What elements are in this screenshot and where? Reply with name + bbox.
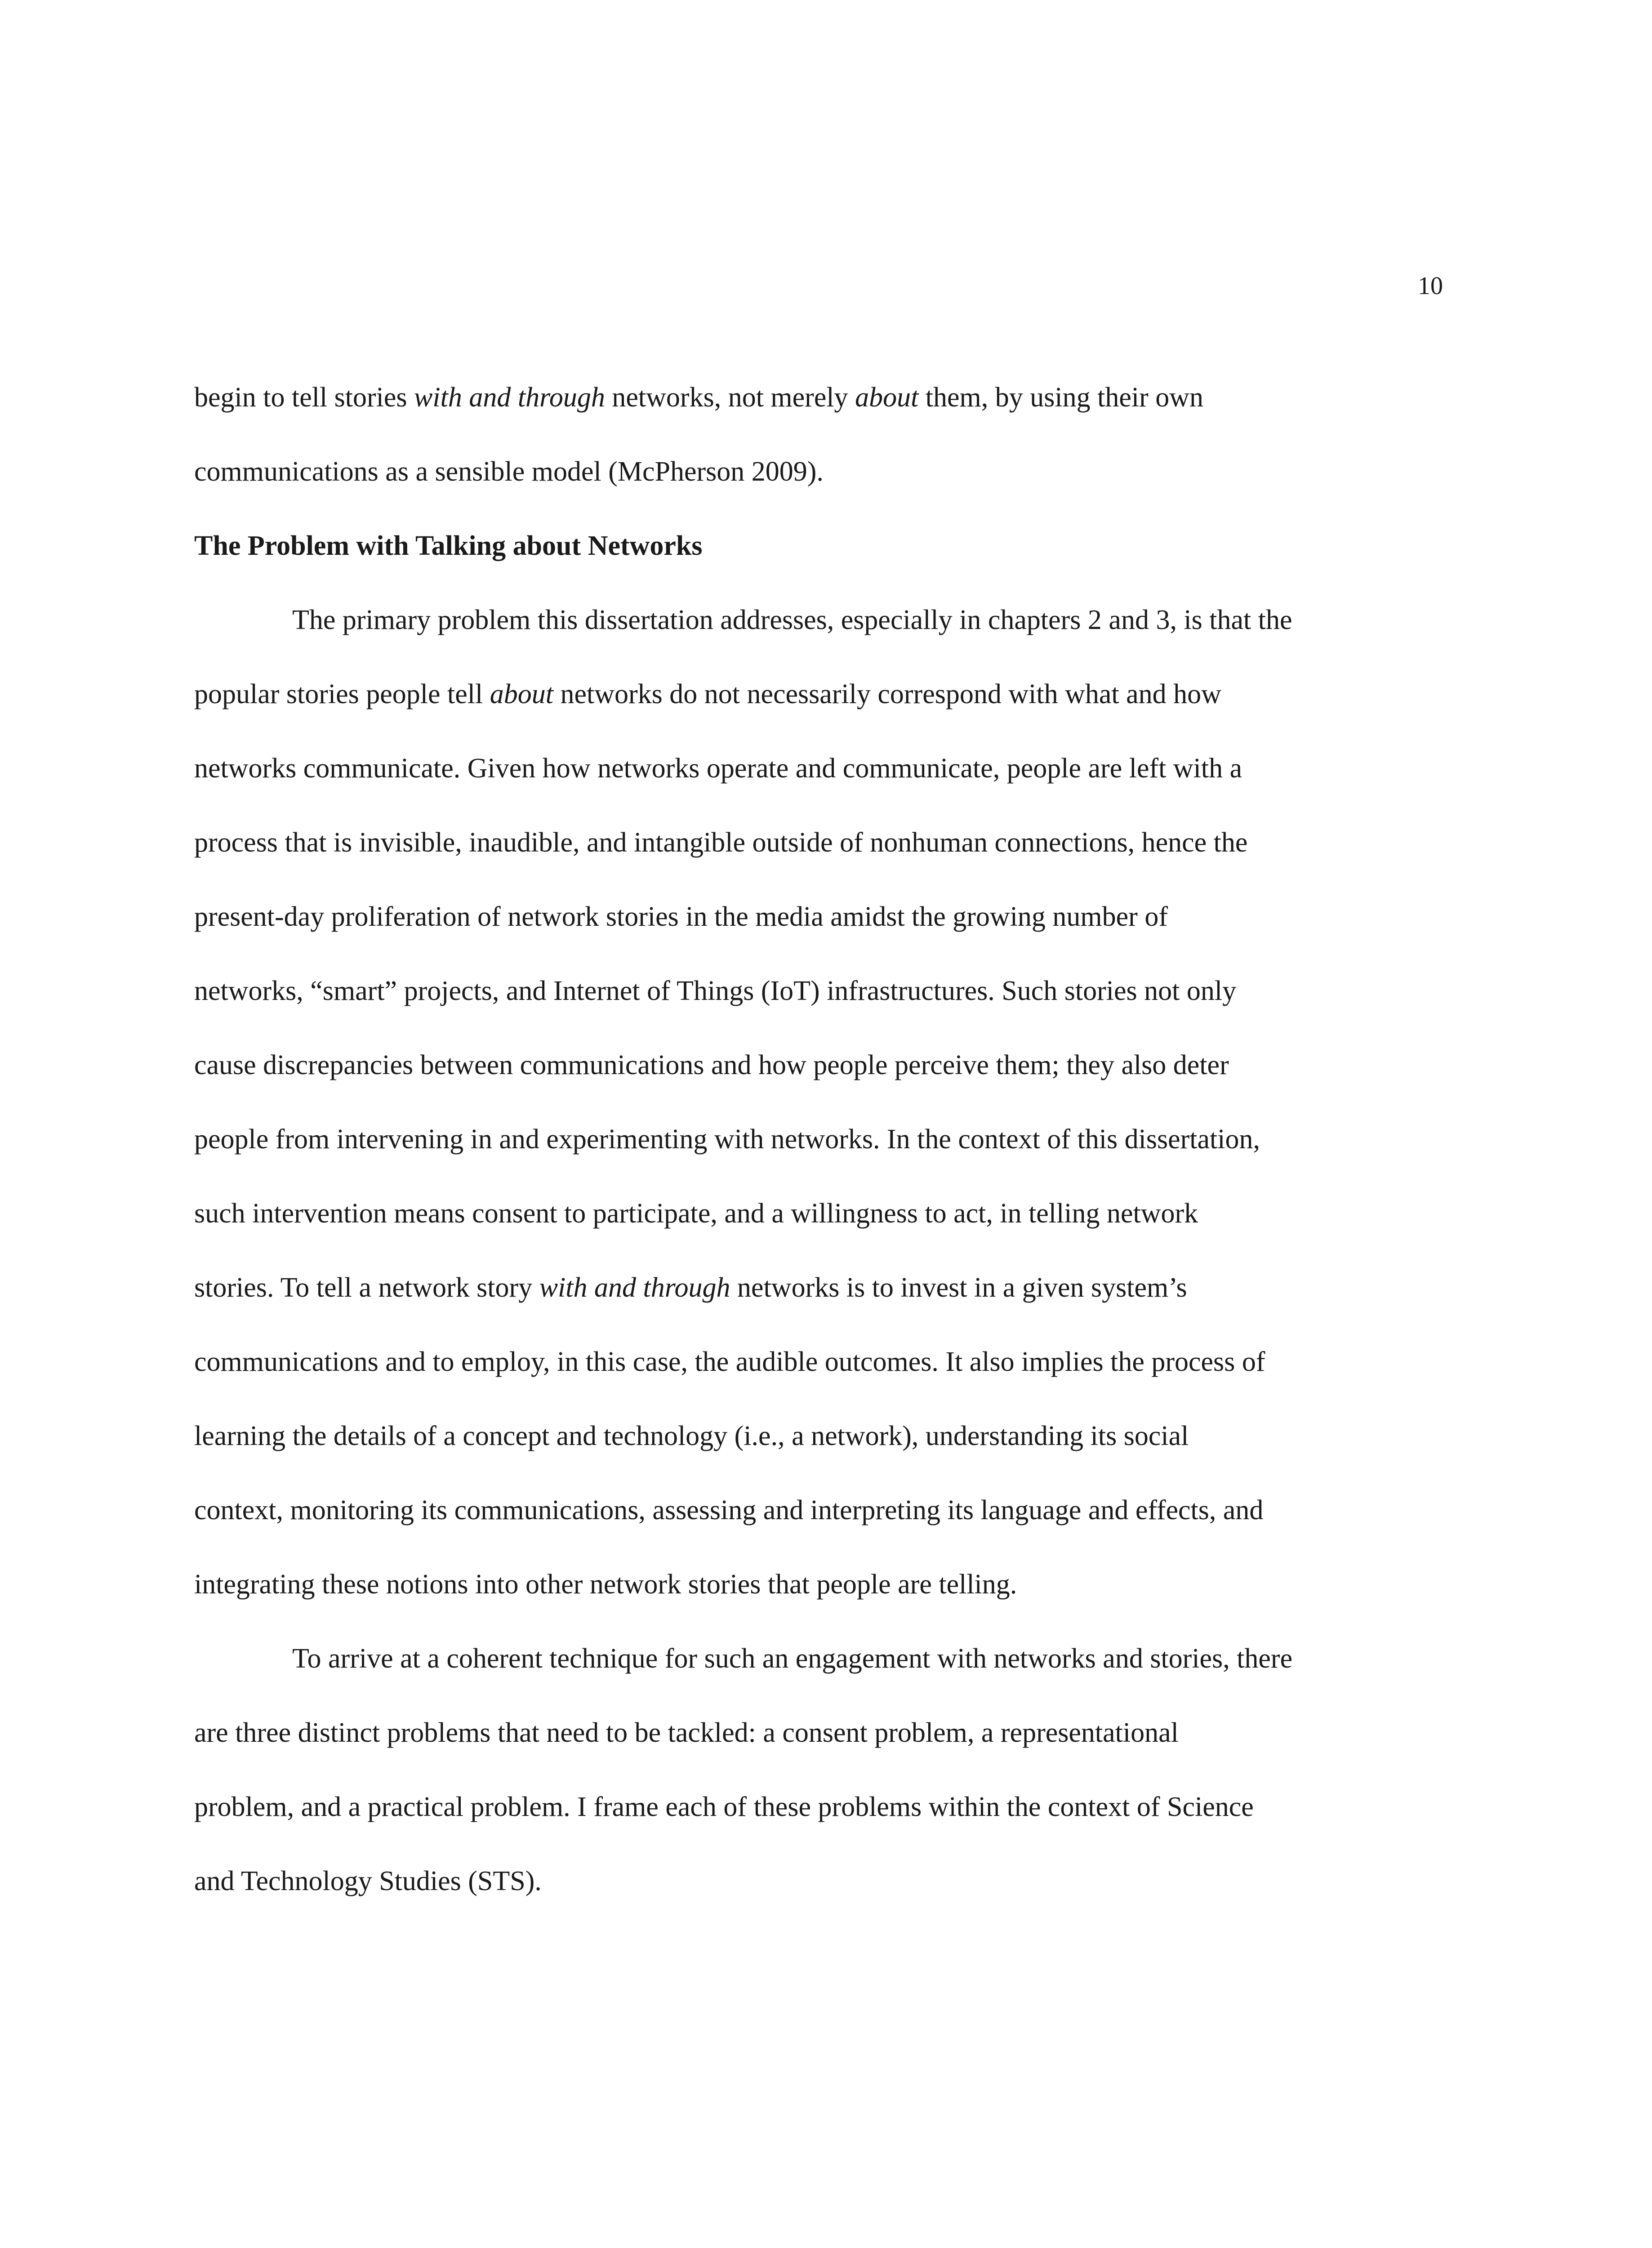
text-segment: integrating these notions into other network stories that people are telling. xyxy=(194,1569,1017,1600)
text-segment: networks, not merely xyxy=(605,382,855,413)
text-segment: The Problem with Talking about Networks xyxy=(194,531,703,561)
text-line xyxy=(194,1548,1448,1622)
text-line xyxy=(194,1473,1448,1548)
text-segment: networks communicate. Given how networks operate and communicate, people are left with a xyxy=(194,753,1242,784)
text-line xyxy=(194,880,1448,954)
text-line xyxy=(194,806,1448,880)
text-line xyxy=(194,657,1448,731)
text-segment: communications and to employ, in this case, the audible outcomes. It also implies the process of xyxy=(194,1347,1265,1377)
text-line xyxy=(194,1696,1448,1770)
text-line xyxy=(194,731,1448,806)
text-segment: problem, and a practical problem. I frame each of these problems within the context of Science xyxy=(194,1792,1254,1822)
text-line xyxy=(194,1177,1448,1251)
text-segment: are three distinct problems that need to be tackled: a consent problem, a representational xyxy=(194,1717,1179,1748)
italic-text: about xyxy=(490,679,553,709)
italic-text: with and through xyxy=(414,382,605,413)
text-line xyxy=(194,361,1448,435)
text-segment: The primary problem this dissertation addresses, especially in chapters 2 and 3, is that the xyxy=(292,605,1292,635)
text-line xyxy=(194,1325,1448,1399)
text-segment: context, monitoring its communications, assessing and interpreting its language and effects, and xyxy=(194,1495,1264,1525)
text-segment: process that is invisible, inaudible, and intangible outside of nonhuman connections, hence the xyxy=(194,827,1248,858)
text-segment: networks, “smart” projects, and Internet of Things (IoT) infrastructures. Such stories not only xyxy=(194,976,1237,1006)
text-segment: people from intervening in and experimenting with networks. In the context of this dissertation, xyxy=(194,1124,1260,1155)
text-line xyxy=(194,1102,1448,1177)
text-segment: popular stories people tell xyxy=(194,679,490,709)
text-segment: communications as a sensible model (McPherson 2009). xyxy=(194,456,824,487)
text-line xyxy=(194,1399,1448,1473)
text-segment: begin to tell stories xyxy=(194,382,414,413)
text-segment: stories. To tell a network story xyxy=(194,1272,539,1303)
section-heading xyxy=(194,509,1448,583)
text-segment: cause discrepancies between communications and how people perceive them; they also deter xyxy=(194,1050,1229,1080)
text-line xyxy=(194,583,1448,657)
text-line xyxy=(194,954,1448,1028)
text-segment: networks is to invest in a given system’s xyxy=(730,1272,1187,1303)
text-line xyxy=(194,1622,1448,1696)
text-segment: and Technology Studies (STS). xyxy=(194,1866,542,1896)
text-segment: present-day proliferation of network stories in the media amidst the growing number of xyxy=(194,901,1168,932)
text-line xyxy=(194,1028,1448,1102)
text-line xyxy=(194,435,1448,509)
document-body xyxy=(194,361,1448,1918)
text-segment: networks do not necessarily correspond with what and how xyxy=(553,679,1221,709)
page-number: 10 xyxy=(1418,272,1443,300)
text-segment: such intervention means consent to participate, and a willingness to act, in telling network xyxy=(194,1198,1198,1229)
text-line xyxy=(194,1251,1448,1325)
text-segment: them, by using their own xyxy=(918,382,1204,413)
text-segment: To arrive at a coherent technique for such an engagement with networks and stories, there xyxy=(292,1643,1293,1674)
text-line xyxy=(194,1770,1448,1844)
text-segment: learning the details of a concept and technology (i.e., a network), understanding its social xyxy=(194,1421,1189,1451)
text-line xyxy=(194,1844,1448,1918)
italic-text: with and through xyxy=(539,1272,730,1303)
italic-text: about xyxy=(855,382,919,413)
